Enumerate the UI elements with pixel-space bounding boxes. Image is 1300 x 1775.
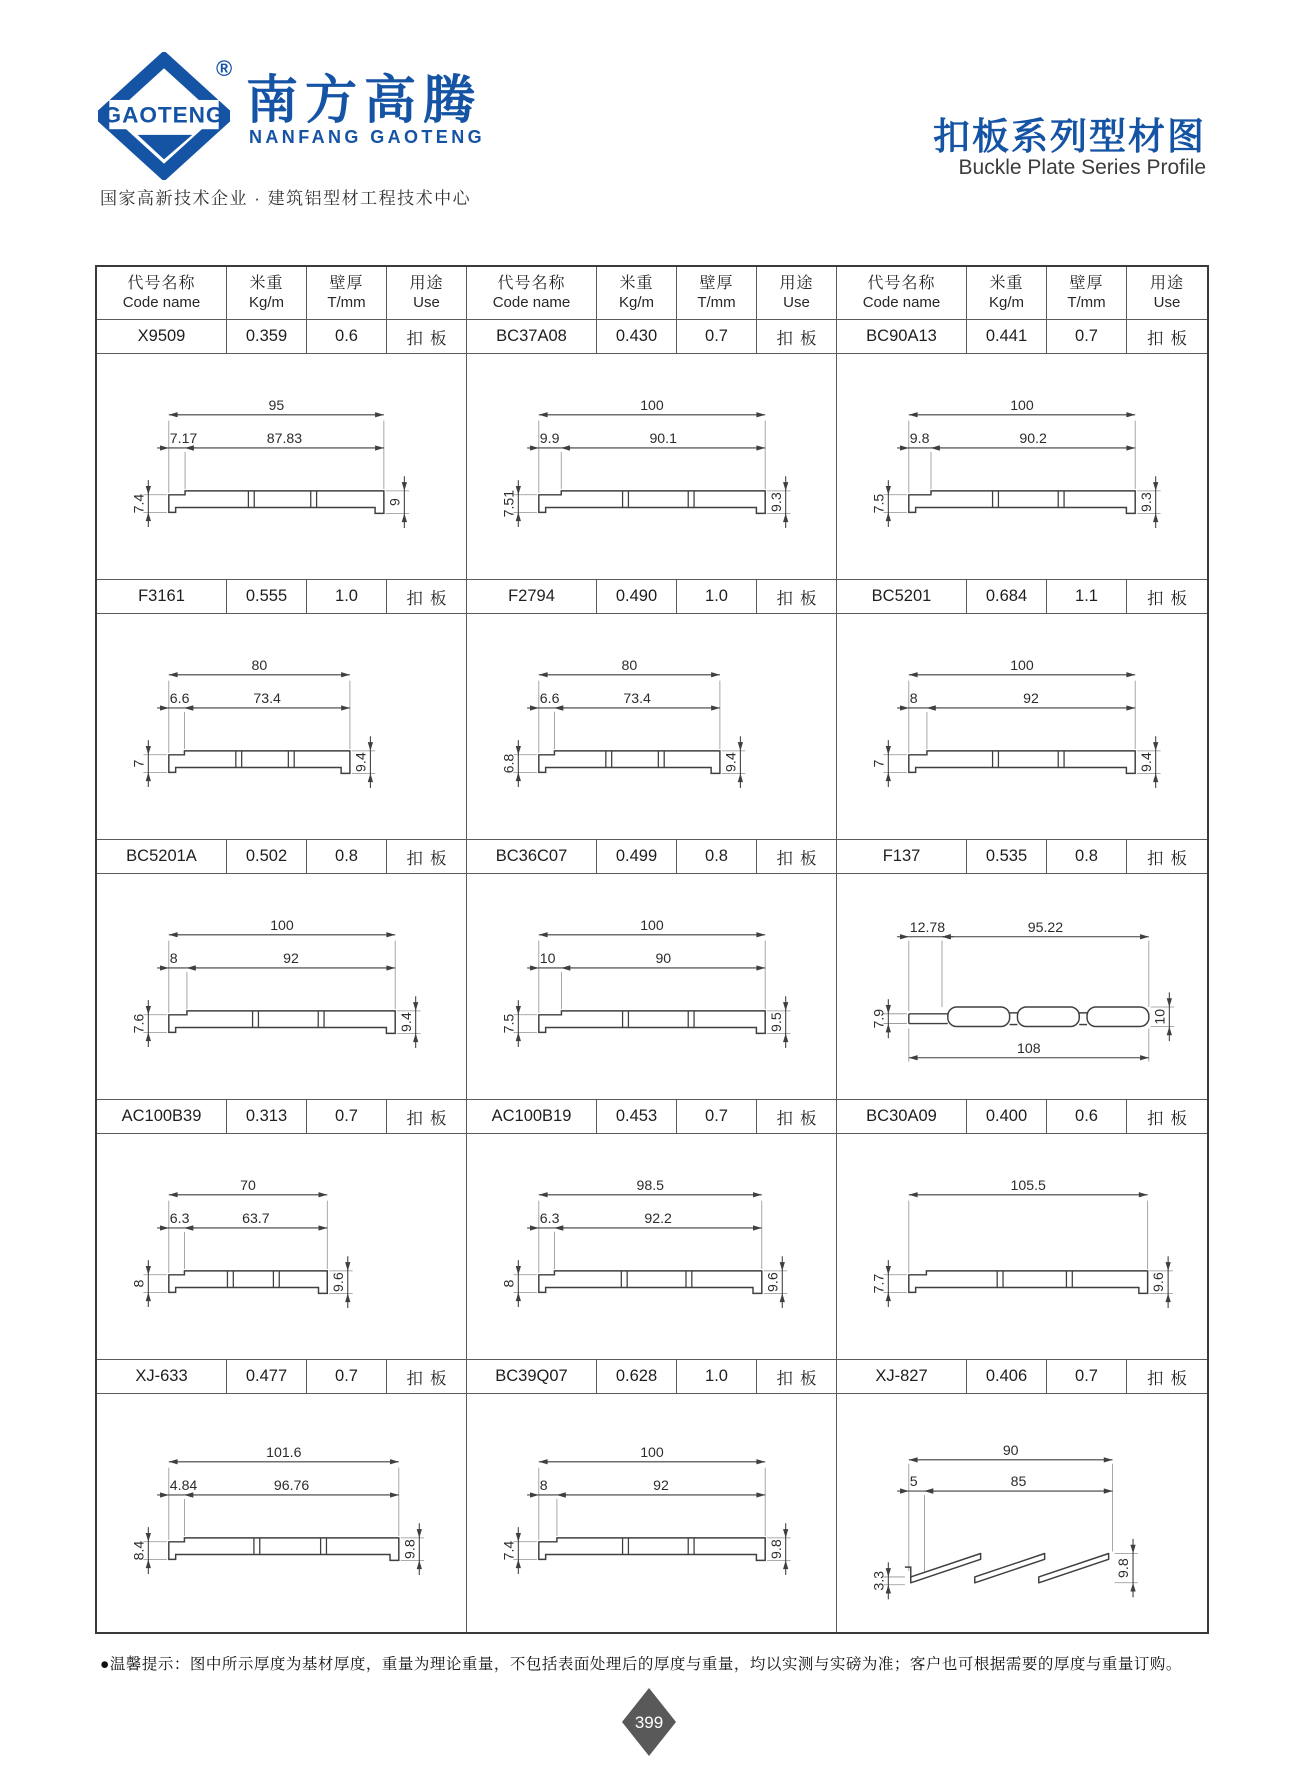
cell-code: AC100B39 — [97, 1100, 227, 1134]
svg-text:6.3: 6.3 — [539, 1210, 559, 1227]
header-weight-cn: 米重 — [619, 274, 654, 292]
svg-text:80: 80 — [251, 656, 267, 673]
svg-text:9.6: 9.6 — [1150, 1272, 1167, 1292]
header-use — [1127, 267, 1207, 320]
cell-use: 扣板 — [387, 1360, 467, 1394]
cell-use: 扣板 — [1127, 1100, 1207, 1134]
svg-text:63.7: 63.7 — [241, 1210, 270, 1227]
cell-code: XJ-633 — [97, 1360, 227, 1394]
cell-use: 扣板 — [387, 580, 467, 614]
svg-text:96.76: 96.76 — [273, 1476, 309, 1493]
page-number-marker — [622, 1688, 676, 1761]
header-use-en: Use — [1153, 293, 1181, 311]
header-thickness-cn: 壁厚 — [1069, 274, 1104, 292]
cell-use: 扣板 — [757, 1100, 837, 1134]
cell-code: XJ-827 — [837, 1360, 967, 1394]
svg-text:9.9: 9.9 — [539, 430, 559, 447]
svg-text:90: 90 — [654, 950, 671, 967]
profile-drawing-F2794 — [467, 614, 837, 840]
cell-use: 扣板 — [387, 320, 467, 354]
svg-text:12.78: 12.78 — [909, 918, 946, 935]
header-weight — [227, 267, 307, 320]
cell-weight: 0.555 — [227, 580, 307, 614]
profile-drawing-F137 — [837, 874, 1207, 1100]
header-weight-en: Kg/m — [988, 293, 1024, 311]
cell-code: F137 — [837, 840, 967, 874]
cell-code: BC30A09 — [837, 1100, 967, 1134]
logo-text: GAOTENG — [103, 102, 225, 128]
svg-text:85: 85 — [1010, 1472, 1027, 1489]
cell-thickness: 0.8 — [307, 840, 387, 874]
header-code-en: Code name — [492, 293, 571, 311]
profile-drawing-BC37A08 — [467, 354, 837, 580]
cell-thickness: 0.7 — [677, 1100, 757, 1134]
header-use — [387, 267, 467, 320]
cell-use: 扣板 — [387, 840, 467, 874]
cell-use: 扣板 — [1127, 580, 1207, 614]
svg-text:70: 70 — [239, 1176, 256, 1193]
svg-text:9: 9 — [385, 498, 402, 507]
svg-text:100: 100 — [1010, 656, 1034, 673]
profile-drawing-BC30A09 — [837, 1134, 1207, 1360]
profile-sketch — [846, 366, 1198, 567]
cell-weight: 0.502 — [227, 840, 307, 874]
company-logo — [98, 52, 233, 185]
brand-name-en: NANFANG GAOTENG — [249, 127, 486, 147]
profile-drawing-BC90A13 — [837, 354, 1207, 580]
cell-weight: 0.430 — [597, 320, 677, 354]
cell-weight: 0.400 — [967, 1100, 1047, 1134]
profile-sketch — [476, 886, 828, 1087]
cell-code: BC90A13 — [837, 320, 967, 354]
svg-text:92: 92 — [652, 1476, 669, 1493]
profile-drawing-BC5201A — [97, 874, 467, 1100]
svg-text:9.4: 9.4 — [1137, 752, 1154, 772]
registered-trademark-icon: ® — [216, 56, 233, 81]
profile-sketch — [106, 1413, 458, 1614]
cell-thickness: 1.0 — [677, 1360, 757, 1394]
header-use-en: Use — [413, 293, 440, 311]
svg-text:7: 7 — [870, 759, 887, 768]
profile-table — [95, 265, 1209, 1634]
header-use-en: Use — [783, 293, 810, 311]
page-title-cn: 扣板系列型材图 — [933, 116, 1206, 157]
page-number: 399 — [634, 1713, 664, 1732]
svg-text:8: 8 — [129, 1279, 146, 1288]
svg-text:6.3: 6.3 — [169, 1210, 189, 1227]
svg-text:9.6: 9.6 — [763, 1272, 780, 1292]
svg-text:95.22: 95.22 — [1027, 918, 1064, 935]
svg-text:7.17: 7.17 — [169, 430, 197, 447]
svg-text:9.8: 9.8 — [909, 430, 930, 447]
svg-text:108: 108 — [1017, 1039, 1041, 1056]
header-use-cn: 用途 — [779, 274, 814, 292]
svg-text:8: 8 — [539, 1476, 548, 1493]
header-code-cn: 代号名称 — [497, 274, 566, 292]
profile-sketch — [476, 626, 828, 827]
profile-sketch — [476, 1413, 828, 1614]
svg-text:98.5: 98.5 — [636, 1176, 664, 1193]
header-weight-en: Kg/m — [618, 293, 654, 311]
profile-drawing-AC100B19 — [467, 1134, 837, 1360]
cell-code: BC36C07 — [467, 840, 597, 874]
svg-text:5: 5 — [909, 1472, 918, 1489]
diamond-shape — [622, 1688, 676, 1756]
page-title-en: Buckle Plate Series Profile — [958, 156, 1206, 179]
cell-thickness: 0.7 — [307, 1100, 387, 1134]
svg-text:90.2: 90.2 — [1019, 430, 1047, 447]
svg-text:7.51: 7.51 — [499, 489, 516, 518]
svg-text:7.5: 7.5 — [870, 493, 887, 514]
header-code-cn: 代号名称 — [867, 274, 936, 292]
svg-text:100: 100 — [269, 916, 294, 933]
svg-text:7.5: 7.5 — [499, 1013, 516, 1034]
svg-text:7: 7 — [129, 759, 146, 768]
header-weight-cn: 米重 — [989, 274, 1024, 292]
svg-text:7.9: 7.9 — [870, 1008, 887, 1029]
cell-code: X9509 — [97, 320, 227, 354]
brand-name-cn: 南方高腾 — [246, 72, 483, 130]
svg-text:6.8: 6.8 — [499, 753, 516, 774]
header-use — [757, 267, 837, 320]
profile-drawing-F3161 — [97, 614, 467, 840]
svg-text:92.2: 92.2 — [643, 1210, 672, 1227]
svg-text:80: 80 — [621, 656, 637, 673]
brand-tagline: 国家高新技术企业 · 建筑铝型材工程技术中心 — [100, 189, 472, 208]
svg-text:7.7: 7.7 — [870, 1273, 887, 1294]
profile-sketch — [106, 626, 458, 827]
cell-thickness: 0.7 — [307, 1360, 387, 1394]
svg-text:10: 10 — [1151, 1008, 1168, 1025]
svg-text:6.6: 6.6 — [539, 690, 559, 707]
svg-text:92: 92 — [1023, 690, 1039, 707]
cell-use: 扣板 — [757, 1360, 837, 1394]
svg-text:101.6: 101.6 — [265, 1443, 301, 1460]
svg-text:92: 92 — [282, 950, 299, 967]
svg-text:100: 100 — [1010, 396, 1034, 413]
header-weight-cn: 米重 — [249, 274, 284, 292]
header-thickness-cn: 壁厚 — [699, 274, 734, 292]
header-code — [467, 267, 597, 320]
profile-sketch — [106, 1146, 458, 1347]
svg-text:10: 10 — [539, 950, 556, 967]
profile-drawing-XJ-633 — [97, 1394, 467, 1632]
cell-thickness: 0.8 — [1047, 840, 1127, 874]
cell-thickness: 1.0 — [677, 580, 757, 614]
svg-text:8: 8 — [499, 1279, 516, 1288]
header-thickness-en: T/mm — [1067, 293, 1106, 311]
svg-text:90: 90 — [1002, 1441, 1019, 1458]
svg-text:100: 100 — [639, 1443, 664, 1460]
svg-text:7.4: 7.4 — [129, 493, 146, 514]
svg-text:9.4: 9.4 — [397, 1012, 414, 1032]
header-code — [97, 267, 227, 320]
cell-code: AC100B19 — [467, 1100, 597, 1134]
svg-text:87.83: 87.83 — [266, 430, 302, 447]
cell-use: 扣板 — [757, 320, 837, 354]
cell-thickness: 0.7 — [677, 320, 757, 354]
gaoteng-diamond-logo — [98, 52, 233, 180]
cell-weight: 0.441 — [967, 320, 1047, 354]
header-code-cn: 代号名称 — [127, 274, 196, 292]
svg-text:9.8: 9.8 — [1115, 1557, 1132, 1578]
profile-sketch — [476, 1146, 828, 1347]
cell-use: 扣板 — [1127, 1360, 1207, 1394]
cell-weight: 0.535 — [967, 840, 1047, 874]
cell-thickness: 0.7 — [1047, 1360, 1127, 1394]
header-code — [837, 267, 967, 320]
svg-text:9.3: 9.3 — [1137, 492, 1154, 512]
cell-weight: 0.453 — [597, 1100, 677, 1134]
svg-text:8: 8 — [909, 690, 918, 707]
svg-text:9.4: 9.4 — [722, 752, 739, 772]
profile-drawing-BC5201 — [837, 614, 1207, 840]
cell-code: F2794 — [467, 580, 597, 614]
svg-text:9.8: 9.8 — [767, 1538, 784, 1559]
cell-weight: 0.359 — [227, 320, 307, 354]
cell-code: BC5201 — [837, 580, 967, 614]
cell-use: 扣板 — [1127, 840, 1207, 874]
profile-sketch — [846, 1146, 1198, 1347]
header-code-en: Code name — [862, 293, 941, 311]
header-thickness-en: T/mm — [327, 293, 366, 311]
cell-weight: 0.406 — [967, 1360, 1047, 1394]
cell-weight: 0.490 — [597, 580, 677, 614]
cell-thickness: 1.0 — [307, 580, 387, 614]
cell-weight: 0.684 — [967, 580, 1047, 614]
header-use-cn: 用途 — [409, 274, 444, 292]
svg-text:9.6: 9.6 — [329, 1272, 346, 1292]
cell-code: BC5201A — [97, 840, 227, 874]
svg-text:8: 8 — [169, 950, 178, 967]
cell-thickness: 0.7 — [1047, 320, 1127, 354]
svg-text:7.4: 7.4 — [499, 1540, 516, 1560]
profile-sketch — [846, 626, 1198, 827]
header-weight-en: Kg/m — [248, 293, 284, 311]
cell-weight: 0.477 — [227, 1360, 307, 1394]
profile-drawing-BC36C07 — [467, 874, 837, 1100]
header-thickness — [1047, 267, 1127, 320]
header-use-cn: 用途 — [1149, 274, 1184, 292]
cell-thickness: 1.1 — [1047, 580, 1127, 614]
header-thickness-cn: 壁厚 — [329, 274, 364, 292]
profile-drawing-XJ-827 — [837, 1394, 1207, 1632]
svg-text:6.6: 6.6 — [169, 690, 189, 707]
cell-thickness: 0.6 — [307, 320, 387, 354]
cell-weight: 0.628 — [597, 1360, 677, 1394]
svg-text:100: 100 — [639, 916, 664, 933]
profile-sketch — [846, 886, 1198, 1087]
svg-text:73.4: 73.4 — [252, 690, 281, 707]
cell-thickness: 0.8 — [677, 840, 757, 874]
svg-text:100: 100 — [639, 396, 664, 413]
cell-use: 扣板 — [757, 580, 837, 614]
header-code-en: Code name — [122, 293, 201, 311]
profile-drawing-X9509 — [97, 354, 467, 580]
profile-sketch — [846, 1413, 1198, 1614]
cell-code: F3161 — [97, 580, 227, 614]
cell-code: BC39Q07 — [467, 1360, 597, 1394]
cell-weight: 0.499 — [597, 840, 677, 874]
footer-note: ●温馨提示：图中所示厚度为基材厚度，重量为理论重量，不包括表面处理后的厚度与重量，均以实测与实磅为准；客户也可根据需要的厚度与重量订购。 — [100, 1656, 1182, 1673]
svg-text:73.4: 73.4 — [622, 690, 651, 707]
cell-use: 扣板 — [757, 840, 837, 874]
cell-use: 扣板 — [1127, 320, 1207, 354]
cell-use: 扣板 — [387, 1100, 467, 1134]
cell-thickness: 0.6 — [1047, 1100, 1127, 1134]
svg-text:9.3: 9.3 — [767, 492, 784, 512]
svg-text:90.1: 90.1 — [648, 430, 677, 447]
header-thickness — [677, 267, 757, 320]
profile-drawing-AC100B39 — [97, 1134, 467, 1360]
profile-sketch — [106, 886, 458, 1087]
svg-text:9.5: 9.5 — [767, 1012, 784, 1032]
svg-text:105.5: 105.5 — [1010, 1176, 1046, 1193]
header-weight — [597, 267, 677, 320]
svg-text:95: 95 — [267, 396, 284, 413]
svg-text:7.6: 7.6 — [129, 1013, 146, 1034]
profile-sketch — [476, 366, 828, 567]
cell-code: BC37A08 — [467, 320, 597, 354]
profile-sketch — [106, 366, 458, 567]
svg-text:3.3: 3.3 — [870, 1570, 887, 1591]
header-thickness — [307, 267, 387, 320]
svg-text:9.4: 9.4 — [352, 752, 369, 772]
svg-text:4.84: 4.84 — [169, 1476, 197, 1493]
header-thickness-en: T/mm — [697, 293, 736, 311]
cell-weight: 0.313 — [227, 1100, 307, 1134]
svg-text:9.8: 9.8 — [400, 1538, 417, 1559]
profile-drawing-BC39Q07 — [467, 1394, 837, 1632]
svg-text:8.4: 8.4 — [129, 1540, 146, 1560]
header-weight — [967, 267, 1047, 320]
